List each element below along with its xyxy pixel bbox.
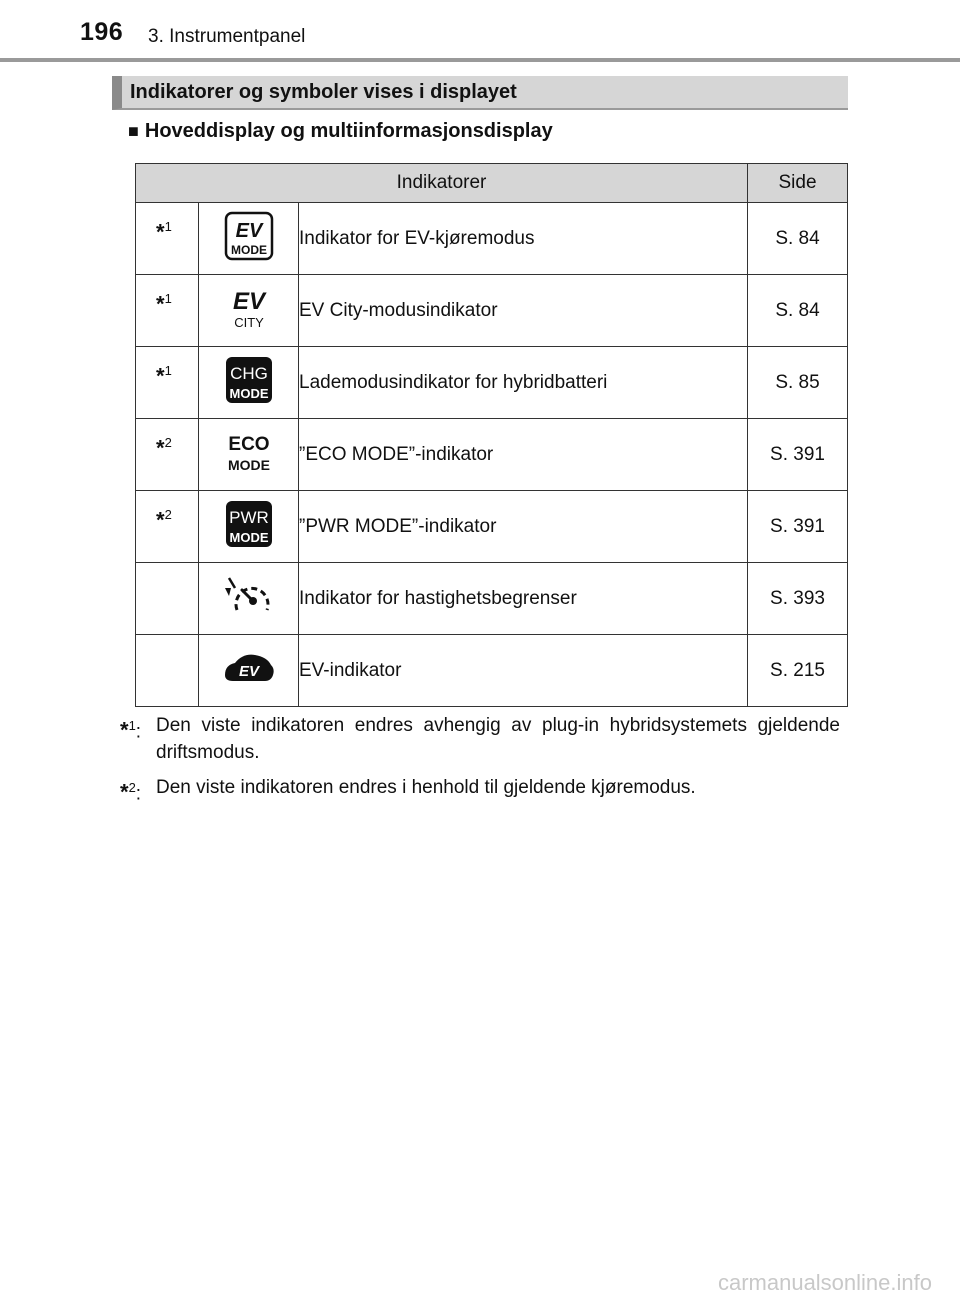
svg-text:PWR: PWR (228, 507, 269, 527)
row-description: ”ECO MODE”-indikator (299, 419, 748, 491)
svg-text:MODE: MODE (227, 456, 270, 473)
table-row (136, 419, 848, 491)
row-page: S. 393 (748, 563, 848, 635)
speed-limiter-icon (221, 574, 277, 618)
row-page: S. 84 (748, 275, 848, 347)
eco-mode-icon (224, 427, 274, 477)
watermark: carmanualsonline.info (717, 1270, 932, 1295)
row-description: EV-indikator (299, 635, 748, 707)
row-mark (136, 635, 199, 707)
table-row (136, 275, 848, 347)
row-mark: *$^1$ (136, 347, 199, 419)
table-row (136, 491, 848, 563)
ev-city-icon (224, 283, 274, 333)
table-row (136, 203, 848, 275)
row-description: ”PWR MODE”-indikator (299, 491, 748, 563)
section-title-bar (112, 76, 848, 110)
square-bullet-icon: ■ (128, 121, 139, 141)
footnote-2: *$^2$: Den viste indikatoren endres i henhold til gjeldende kjøremodus. (120, 774, 840, 807)
svg-text:CHG: CHG (229, 363, 268, 383)
ev-indicator-icon (221, 651, 277, 685)
table-header-row (136, 164, 848, 203)
row-page: S. 391 (748, 491, 848, 563)
sub-heading-text: Hoveddisplay og multiinformasjonsdisplay (144, 120, 553, 142)
pwr-mode-icon (224, 499, 274, 549)
header-rule (0, 58, 960, 62)
table-row (136, 347, 848, 419)
row-mark: *$^2$ (136, 419, 199, 491)
svg-text:MODE: MODE (229, 529, 268, 545)
row-page: S. 84 (748, 203, 848, 275)
svg-text:EV: EV (238, 662, 259, 680)
row-description: EV City-modusindikator (299, 275, 748, 347)
row-page: S. 85 (748, 347, 848, 419)
sub-heading (128, 120, 553, 143)
page-number: 196 (80, 18, 124, 46)
section-title: Indikatorer og symboler vises i displayet (130, 81, 517, 103)
table-row (136, 563, 848, 635)
table-row (136, 635, 848, 707)
svg-text:ECO: ECO (227, 433, 270, 455)
row-page: S. 215 (748, 635, 848, 707)
header-page: Side (748, 164, 848, 203)
row-mark: *$^1$ (136, 275, 199, 347)
svg-text:CITY: CITY (233, 314, 264, 330)
svg-text:MODE: MODE (229, 385, 268, 401)
svg-text:MODE: MODE (230, 242, 267, 257)
row-description: Indikator for EV-kjøremodus (299, 203, 748, 275)
row-mark: *$^2$ (136, 491, 199, 563)
header-indicators: Indikatorer (136, 164, 748, 203)
footnotes (120, 712, 840, 815)
indicator-table (135, 163, 848, 707)
footnote-text: Den viste indikatoren endres avhengig av plug-in hybridsystemets gjeldende driftsmodus. (156, 715, 840, 763)
chg-mode-icon (224, 355, 274, 405)
row-page: S. 391 (748, 419, 848, 491)
footnote-text: Den viste indikatoren endres i henhold til gjeldende kjøremodus. (156, 777, 696, 798)
row-description: Indikator for hastighetsbegrenser (299, 563, 748, 635)
row-mark: *$^1$ (136, 203, 199, 275)
footnote-1: *$^1$: Den viste indikatoren endres avhengig av plug-in hybridsystemets gjeldende driftsmodus. (120, 712, 840, 766)
chapter-title: 3. Instrumentpanel (148, 26, 306, 47)
svg-text:EV: EV (232, 287, 265, 315)
row-mark (136, 563, 199, 635)
ev-mode-icon (224, 211, 274, 261)
row-description: Lademodusindikator for hybridbatteri (299, 347, 748, 419)
svg-text:EV: EV (235, 219, 262, 242)
